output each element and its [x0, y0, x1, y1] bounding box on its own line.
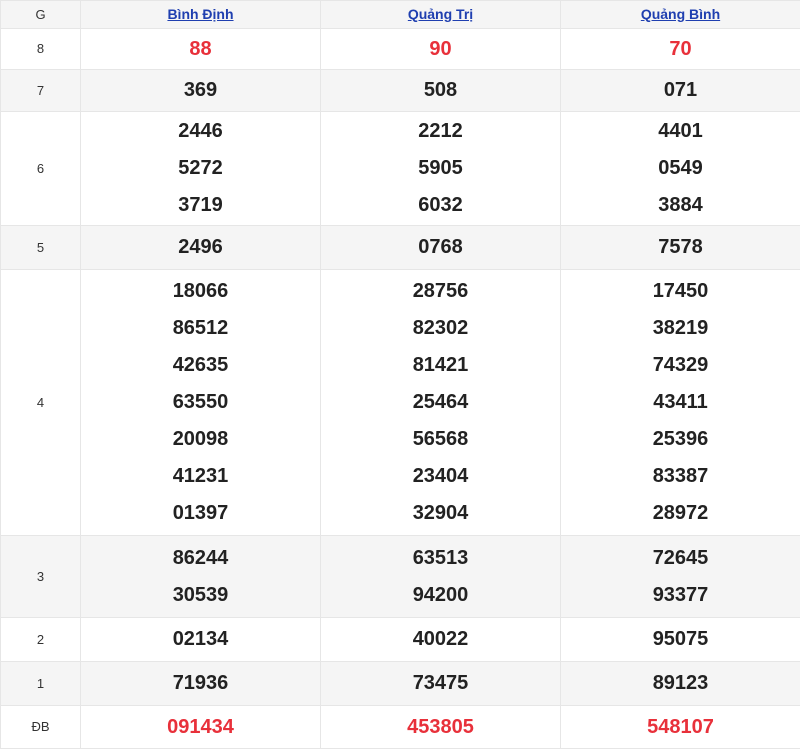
- result-cell: [81, 618, 321, 662]
- result-number: 73475: [413, 665, 469, 702]
- result-cell: [81, 706, 321, 749]
- result-number: 18066: [173, 273, 229, 310]
- prize-label-cell: [1, 662, 81, 706]
- result-number: 95075: [653, 621, 709, 658]
- result-number: 56568: [413, 421, 469, 458]
- result-number: 0768: [418, 229, 463, 266]
- result-number: 38219: [653, 310, 709, 347]
- result-number-list: [321, 709, 560, 746]
- prize-row: [1, 70, 800, 112]
- result-number-list: [561, 709, 800, 746]
- prize-label: 7: [37, 83, 44, 98]
- result-number-list: [321, 540, 560, 614]
- result-number: 86512: [173, 310, 229, 347]
- prize-label: 5: [37, 240, 44, 255]
- result-cell: [561, 29, 800, 70]
- result-cell: [81, 270, 321, 536]
- header-row: [1, 1, 800, 29]
- result-number-list: [561, 621, 800, 658]
- result-cell: [561, 536, 800, 618]
- province-link-binh-dinh[interactable]: Bình Định: [167, 6, 233, 22]
- result-cell: [81, 29, 321, 70]
- result-number: 63550: [173, 384, 229, 421]
- result-number-list: [81, 540, 320, 614]
- prize-label-cell: [1, 270, 81, 536]
- result-number: 82302: [413, 310, 469, 347]
- province-header: [81, 1, 321, 29]
- result-number: 28972: [653, 495, 709, 532]
- result-number: 23404: [413, 458, 469, 495]
- result-number-list: [321, 72, 560, 109]
- result-number: 7578: [658, 229, 703, 266]
- result-number: 2446: [178, 113, 223, 150]
- result-number-list: [561, 72, 800, 109]
- result-number-list: [81, 31, 320, 68]
- prize-label: ĐB: [31, 719, 49, 734]
- result-number: 71936: [173, 665, 229, 702]
- result-number: 89123: [653, 665, 709, 702]
- result-number-list: [321, 31, 560, 68]
- result-number: 5272: [178, 150, 223, 187]
- result-cell: [561, 618, 800, 662]
- result-number: 0549: [658, 150, 703, 187]
- result-number: 86244: [173, 540, 229, 577]
- result-number-list: [321, 273, 560, 532]
- result-number: 071: [664, 72, 697, 109]
- result-cell: [321, 226, 561, 270]
- result-cell: [321, 536, 561, 618]
- prize-row: [1, 618, 800, 662]
- result-number: 3719: [178, 187, 223, 224]
- result-cell: [81, 112, 321, 226]
- result-cell: [561, 706, 800, 749]
- result-number-list: [81, 709, 320, 746]
- result-number-list: [81, 665, 320, 702]
- result-cell: [561, 70, 800, 112]
- result-number: 369: [184, 72, 217, 109]
- result-number-list: [561, 540, 800, 614]
- prize-row: [1, 706, 800, 749]
- result-number: 32904: [413, 495, 469, 532]
- prize-label: 8: [37, 41, 44, 56]
- prize-row: [1, 536, 800, 618]
- result-cell: [321, 270, 561, 536]
- province-link-quang-binh[interactable]: Quảng Bình: [641, 6, 720, 22]
- prize-label-cell: [1, 70, 81, 112]
- result-number: 01397: [173, 495, 229, 532]
- prize-label: 6: [37, 161, 44, 176]
- result-number: 3884: [658, 187, 703, 224]
- result-number: 25464: [413, 384, 469, 421]
- prize-label-cell: [1, 618, 81, 662]
- result-cell: [81, 536, 321, 618]
- prize-column-label: G: [35, 7, 45, 22]
- result-number: 94200: [413, 577, 469, 614]
- result-cell: [561, 112, 800, 226]
- result-cell: [561, 270, 800, 536]
- result-cell: [321, 70, 561, 112]
- result-number-list: [561, 665, 800, 702]
- result-number: 28756: [413, 273, 469, 310]
- result-number: 17450: [653, 273, 709, 310]
- result-number: 091434: [167, 709, 234, 746]
- result-number: 40022: [413, 621, 469, 658]
- prize-label: 3: [37, 569, 44, 584]
- result-number: 93377: [653, 577, 709, 614]
- result-cell: [81, 226, 321, 270]
- result-number-list: [81, 72, 320, 109]
- result-number: 4401: [658, 113, 703, 150]
- result-cell: [561, 662, 800, 706]
- result-number-list: [321, 229, 560, 266]
- result-number-list: [81, 229, 320, 266]
- result-cell: [321, 29, 561, 70]
- result-number: 30539: [173, 577, 229, 614]
- result-number-list: [81, 113, 320, 224]
- prize-row: [1, 226, 800, 270]
- result-number-list: [321, 621, 560, 658]
- prize-label: 2: [37, 632, 44, 647]
- prize-row: [1, 29, 800, 70]
- result-number: 63513: [413, 540, 469, 577]
- result-number-list: [81, 273, 320, 532]
- province-link-quang-tri[interactable]: Quảng Trị: [408, 6, 473, 22]
- result-number-list: [321, 665, 560, 702]
- result-number: 25396: [653, 421, 709, 458]
- result-number: 453805: [407, 709, 474, 746]
- prize-row: [1, 270, 800, 536]
- result-number: 6032: [418, 187, 463, 224]
- result-number: 83387: [653, 458, 709, 495]
- prize-label-cell: [1, 226, 81, 270]
- prize-column-header: [1, 1, 81, 29]
- result-number-list: [561, 273, 800, 532]
- result-number: 41231: [173, 458, 229, 495]
- province-header: [321, 1, 561, 29]
- result-number-list: [561, 113, 800, 224]
- result-cell: [561, 226, 800, 270]
- prize-row: [1, 662, 800, 706]
- prize-row: [1, 112, 800, 226]
- prize-label-cell: [1, 29, 81, 70]
- prize-label: 4: [37, 395, 44, 410]
- result-number: 43411: [653, 384, 708, 421]
- result-number-list: [321, 113, 560, 224]
- result-number: 2212: [418, 113, 463, 150]
- result-number: 2496: [178, 229, 223, 266]
- prize-label-cell: [1, 112, 81, 226]
- result-number: 72645: [653, 540, 709, 577]
- result-number: 70: [669, 31, 691, 68]
- result-number: 90: [429, 31, 451, 68]
- result-number-list: [561, 31, 800, 68]
- result-cell: [321, 112, 561, 226]
- prize-label-cell: [1, 536, 81, 618]
- result-number: 5905: [418, 150, 463, 187]
- result-cell: [81, 662, 321, 706]
- result-number: 88: [189, 31, 211, 68]
- result-number: 548107: [647, 709, 714, 746]
- result-cell: [321, 706, 561, 749]
- prize-label-cell: [1, 706, 81, 749]
- result-number: 20098: [173, 421, 229, 458]
- result-cell: [81, 70, 321, 112]
- province-header: [561, 1, 800, 29]
- result-number: 81421: [413, 347, 469, 384]
- result-number: 508: [424, 72, 457, 109]
- result-number-list: [561, 229, 800, 266]
- result-number: 74329: [653, 347, 709, 384]
- result-number-list: [81, 621, 320, 658]
- prize-label: 1: [37, 676, 44, 691]
- result-number: 42635: [173, 347, 229, 384]
- result-cell: [321, 618, 561, 662]
- result-cell: [321, 662, 561, 706]
- result-number: 02134: [173, 621, 229, 658]
